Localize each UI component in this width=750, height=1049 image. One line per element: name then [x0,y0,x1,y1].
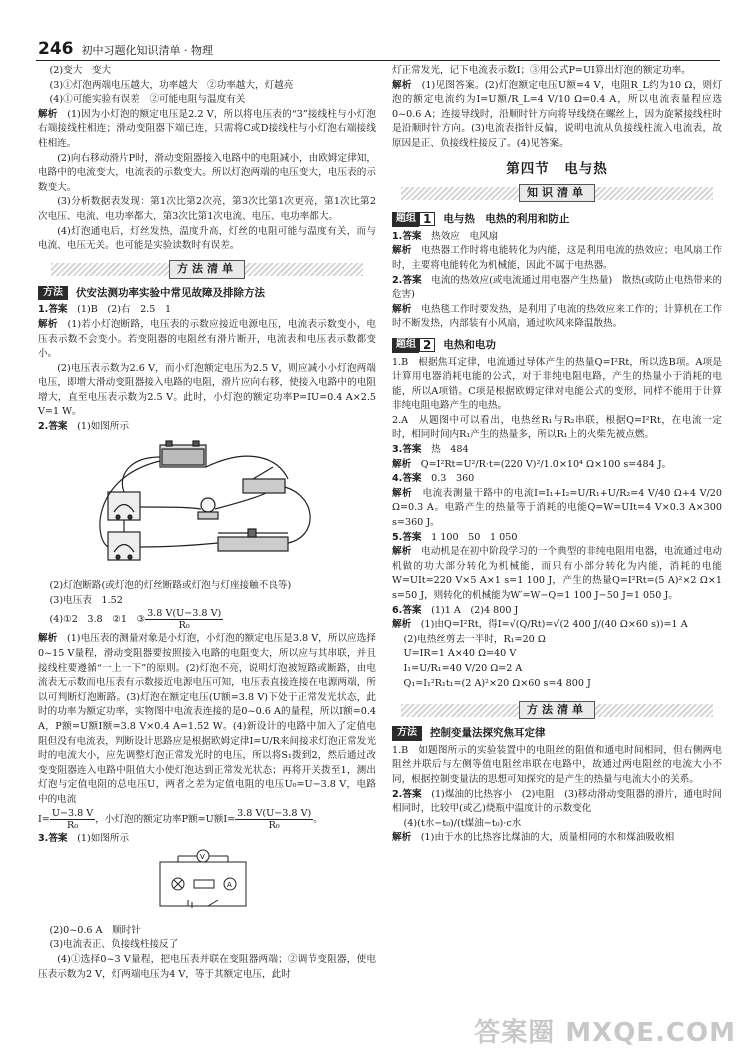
analysis-label: 解析 [392,303,412,315]
analysis-text: (1)由于水的比热容比煤油的大，质量相同的水和煤油吸收相 [420,832,675,844]
answer-line: (3)电流表正、负接线柱接反了 [49,939,179,951]
analysis-label: 解析 [392,619,412,631]
answer-text: 电流的热效应(或电流通过用电器产生热量) 散热(或防止电热带来的危害) [392,274,723,301]
analysis-text: (1)因为小灯泡的额定电压是2.2 V，所以将电压表的“3”接线柱与小灯泡右端接线柱相连；滑动变阻器下端已连，只需将C或D接线柱与小灯泡右端接线柱相连。 [38,108,377,149]
analysis-2 [392,303,722,332]
group-title: 电热和电功 [443,338,496,351]
method-tag: 方法 [38,286,68,301]
group-heading-2 [392,338,722,353]
answer-paragraph: 2.A 从题图中可以看出，电热丝R₁与R₂串联，根据Q=I²Rt，在电流一定时，相同时间内R₁产生的热量多，所以R₁上的火柴先被点燃。 [392,414,722,441]
right-column [392,64,722,846]
analysis-text: (1)若小灯泡断路，电压表的示数应接近电源电压，电流表示数变小，电压表示数不会变小。若变阻器的电阻丝有滑片断开，电流表和电压表示数都变小。 [38,318,377,360]
analysis-text: (1)电压表的测量对象是小灯泡，小灯泡的额定电压是3.8 V，所以应选择0~15 V量程，滑动变阻器要按照接入电路的电阻变大，所以应与其串联，并且接线柱要遵循“一上一下”的原则。(2)灯泡不亮，说明灯泡被短路或断路，由电流表无示数而电压表有示数接近电源电压可知，电压表直接连接在电源两端，所以可判断灯泡断路。(3)灯泡在额定电压(U额=3.8 V)下处于正常发光状态，此时的功率为额定功率，实物图中电流表连接的是0~0.6 A的量程，所以I额=0.4 A，P额=U额I额=3.8 V×0.4 A=1.52 W。(4)新设计的电路中加入了定值电阻但没有电流表，判断设计思路应是根据欧姆定律I=U/R来间接求灯泡正常发光时的电流大小，应先调整灯泡正常发光时的电压，所以将S₁拨到2，然后通过改变变阻器连入电路中阻值大小使灯泡达到正常发光状态；再将开关拨至1，测出灯泡与定值电阻的总电压U，两者之差为定值电阻的电压U₀=U−3.8 V，电路中的电流 [38,633,377,805]
analysis-paragraph: (3)分析数据表发现：第1次比第2次亮，第3次比第1次更亮，第1次比第2次电压、电流、电功率都大，第3次比第1次电流、电压、电功率都大。 [38,196,376,222]
analysis-line: Q₁=I₁²R₁t₁=(2 A)²×20 Ω×60 s=4 800 J [403,677,591,689]
analysis-line: I₁=U/R₁=40 V/20 Ω=2 A [403,662,523,674]
analysis-label: 解析 [38,633,58,645]
analysis-5 [392,545,722,603]
answer-line: (2)灯泡断路(或灯泡的灯丝断路或灯泡与灯座接触不良等) [49,580,292,592]
answer-line: (2)0~0.6 A 顺时针 [49,924,141,936]
analysis-text: 电热毯工作时要发热，是利用了电流的热效应来工作的；计算机在工作时不断发热，内部装有小风扇，通过吹风来降温散热。 [392,303,723,330]
group-number: 1 [419,212,435,226]
analysis-3 [392,458,722,473]
analysis-paragraph [38,108,376,152]
method-title: 控制变量法探究焦耳定律 [430,727,546,740]
answer-text: 0.3 360 [431,473,475,485]
method-banner [392,697,722,723]
analysis-2-end [38,808,376,832]
answer-label: 1.答案 [38,304,68,316]
analysis-paragraph [392,79,722,152]
analysis-label: 解析 [38,318,58,330]
analysis-text: 电热器工作时将电能转化为内能，这是利用电流的热效应；电风扇工作时，主要将电能转化为机械能，因此不属于电热器。 [392,245,723,271]
analysis-label: 解析 [392,546,412,558]
answer-label: 3.答案 [392,444,422,456]
answer-label: 2.答案 [392,274,422,286]
answer-5 [392,531,722,546]
answer-label: 4.答案 [392,473,422,485]
answer-paragraph: 1.B 根据焦耳定律，电流通过导体产生的热量Q=I²Rt，所以选B项。A项是计算用电器消耗电能的公式，对于非纯电阻电路，产生的热量小于消耗的电能，所以A项错。C项是根据欧姆定律对电能公式的变形，同样不能用于计算非纯电阻电路产生的电热。 [392,356,722,412]
method-tag: 方法 [392,726,422,741]
analysis-line: U=IR=1 A×40 Ω=40 V [403,648,517,660]
left-column [38,64,376,982]
answer-continued: 灯正常发光，记下电流表示数I；③用公式P=UI算出灯泡的额定功率。 [392,65,691,76]
page-number: 246 [38,39,74,59]
answer-3 [392,443,722,458]
group-number: 2 [419,338,435,352]
answer-text: 热 484 [431,444,469,456]
answer-label: 2.答案 [392,788,422,800]
fraction-numerator: U−3.8 V [51,807,94,819]
answer-text: (1)如图所示 [77,421,130,433]
fraction-numerator: 3.8 V(U−3.8 V) [147,608,222,620]
analysis-4 [392,487,722,531]
analysis-label: 解析 [392,79,412,91]
answer-line: (4)(t水−t₀)/(t煤油−t₀)·c水 [403,817,522,829]
group-heading-1 [392,212,722,227]
banner-title: 方法清单 [519,701,595,720]
answer-label: 3.答案 [38,832,68,844]
banner-title: 方法清单 [169,260,245,279]
answer-1 [38,303,376,318]
answer-text: 热效应 电风扇 [431,230,499,242]
answer-text: 1 100 50 1 050 [431,531,518,543]
analysis-label: 解析 [38,108,58,120]
watermark-logo: 答案圈 MXQE.COM [474,1018,736,1049]
answer-3 [38,832,376,847]
header-rule [36,60,720,61]
answer-text: (1)1 A (2)4 800 J [431,604,519,616]
circuit-photo-figure [88,437,376,578]
analysis-paragraph: (2)电压表示数为2.6 V，而小灯泡额定电压为2.5 V，则应减小小灯泡两端电压，即增大滑动变阻器接入电路的电阻，滑片应向右移，使接入电路中的电阻增大，直至电压表示数为2.5 V。此时，小灯泡的额定功率P=IU=0.4 A×2.5 V=1 W。 [38,362,376,418]
answer-6 [392,604,722,619]
banner-title: 知识清单 [519,184,595,203]
group-title: 电与热 电热的利用和防止 [443,213,570,226]
analysis-text: I= [38,813,50,825]
fraction-denominator: R₀ [268,819,280,831]
method-title: 伏安法测功率实验中常见故障及排除方法 [76,286,265,299]
answer-text: (4)①2 3.8 ②1 ③ [49,614,146,626]
svg-text:V: V [200,853,205,862]
analysis-paragraph [392,831,722,846]
knowledge-banner [392,180,722,206]
analysis-text: ，小灯泡的额定功率P额=U额I= [95,813,236,825]
answer-line: (3)电压表 1.52 [49,594,123,606]
answer-text: (1)B (2)右 2.5 1 [77,304,172,316]
analysis-text: (1)由Q=I²Rt，得I=√(Q/Rt)=√(2 400 J/(40 Ω×60 s))=1 A [420,619,688,631]
analysis-2 [38,632,376,807]
method-heading [392,726,722,741]
analysis-text: 电动机是在初中阶段学习的一个典型的非纯电阻用电器，电流通过电动机做的功大部分转化为机械能，而只有小部分转化为内能，消耗的电能W=UIt=220 V×5 A×1 s=1 100 J，产生的热量Q=I²Rt=(5 A)²×2 Ω×1 s=50 J，则转化的机械能为W′=W−Q=1 100 J−50 J=1 050 J。 [392,546,723,601]
answer-line [38,608,376,632]
analysis-paragraph: (2)向右移动滑片P时，滑动变阻器接入电路中的电阻减小，由欧姆定律知，电路中的电流变大，电流表的示数变大。所以灯泡两端的电压变大，电压表的示数变大。 [38,152,376,193]
analysis-6 [392,618,722,633]
answer-line: (2)变大 变大 [49,65,112,76]
analysis-text: (1)见图答案。(2)灯泡额定电压U额=4 V，电阻R_L约为10 Ω，则灯泡的额定电流约为I=U额/R_L=4 V/10 Ω=0.4 A，所以电流表量程应选0~0.6 A；连接导线时，沿顺时针方向将导线绕在螺丝上，因为旋紧接线柱时是沿顺时针方向。(3)电流表指针反偏，说明电流从负接线柱流入电流表，故原因是正、负接线柱接反了。(4)见答案。 [392,79,722,149]
svg-text:A: A [227,881,232,890]
answer-paragraph: (4)①选择0~3 V量程，把电压表并联在变阻器两端；②调节变阻器，使电压表示数为2 V，灯两端电压为4 V，等于其额定电压，此时 [38,953,376,980]
analysis-label: 解析 [392,245,412,257]
fraction-denominator: R₀ [66,819,79,831]
method-heading [38,286,376,301]
analysis-label: 解析 [392,832,412,844]
analysis-1 [392,244,722,273]
analysis-label: 解析 [392,458,412,470]
answer-2 [392,788,722,817]
analysis-text: Q=I²Rt=U²/R·t=(220 V)²/1.0×10⁴ Ω×100 s=484 J。 [420,458,672,470]
answer-line: (3)①灯泡两端电压越大，功率越大 ②功率越大，灯越亮 [49,79,294,91]
analysis-line: (2)电热丝剪去一半时，R₁=20 Ω [403,633,546,645]
analysis-paragraph: (4)灯泡通电后，灯丝发热，温度升高，灯丝的电阻可能与温度有关，而与电流、电压无关。也可能是实验读数时有误差。 [38,225,376,252]
answer-line: (4)①可能实验有误差 ②可能电阻与温度有关 [49,94,246,106]
page-header [38,36,213,58]
answer-label: 5.答案 [392,531,422,543]
method-banner [38,257,376,283]
answer-4 [392,472,722,487]
book-title: 初中习题化知识清单 · 物理 [81,44,213,57]
answer-label: 6.答案 [392,604,422,616]
analysis-label: 解析 [392,487,413,499]
fraction-numerator: 3.8 V(U−3.8 V) [237,807,312,819]
answer-1 [392,230,722,245]
group-tag: 题组 [392,338,419,353]
answer-label: 1.答案 [392,230,422,242]
analysis-text: 。 [313,813,323,825]
fraction-denominator: R₀ [178,620,190,632]
answer-2 [38,420,376,435]
answer-text: (1)如图所示 [77,832,130,844]
analysis-text: 电流表测量干路中的电流I=I₁+I₂=U/R₁+U/R₂=4 V/40 Ω+4 V/20 Ω=0.3 A。电路产生的热量等于消耗的电能Q=W=UIt=4 V×0.3 A×300 s=360 J。 [392,487,722,529]
answer-paragraph: 1.B 如题图所示的实验装置中的电阻丝的阻值和通电时间相同，但右侧两电阻丝并联后与左侧等值电阻丝串联在电路中，故通过两电阻丝的电流大小不同，根据控制变量法的思想可知探究的是产生的热量与电流大小的关系。 [392,744,722,785]
analysis-1 [38,318,376,362]
answer-label: 2.答案 [38,421,68,433]
answer-text: (1)煤油的比热容小 (2)电阻 (3)移动滑动变阻器的滑片，通电时间相同时，比较甲(或乙)烧瓶中温度计的示数变化 [392,788,722,815]
section-title: 第四节 电与热 [506,160,608,177]
group-tag: 题组 [392,212,419,227]
circuit-diagram-figure [148,848,376,922]
answer-2 [392,274,722,303]
